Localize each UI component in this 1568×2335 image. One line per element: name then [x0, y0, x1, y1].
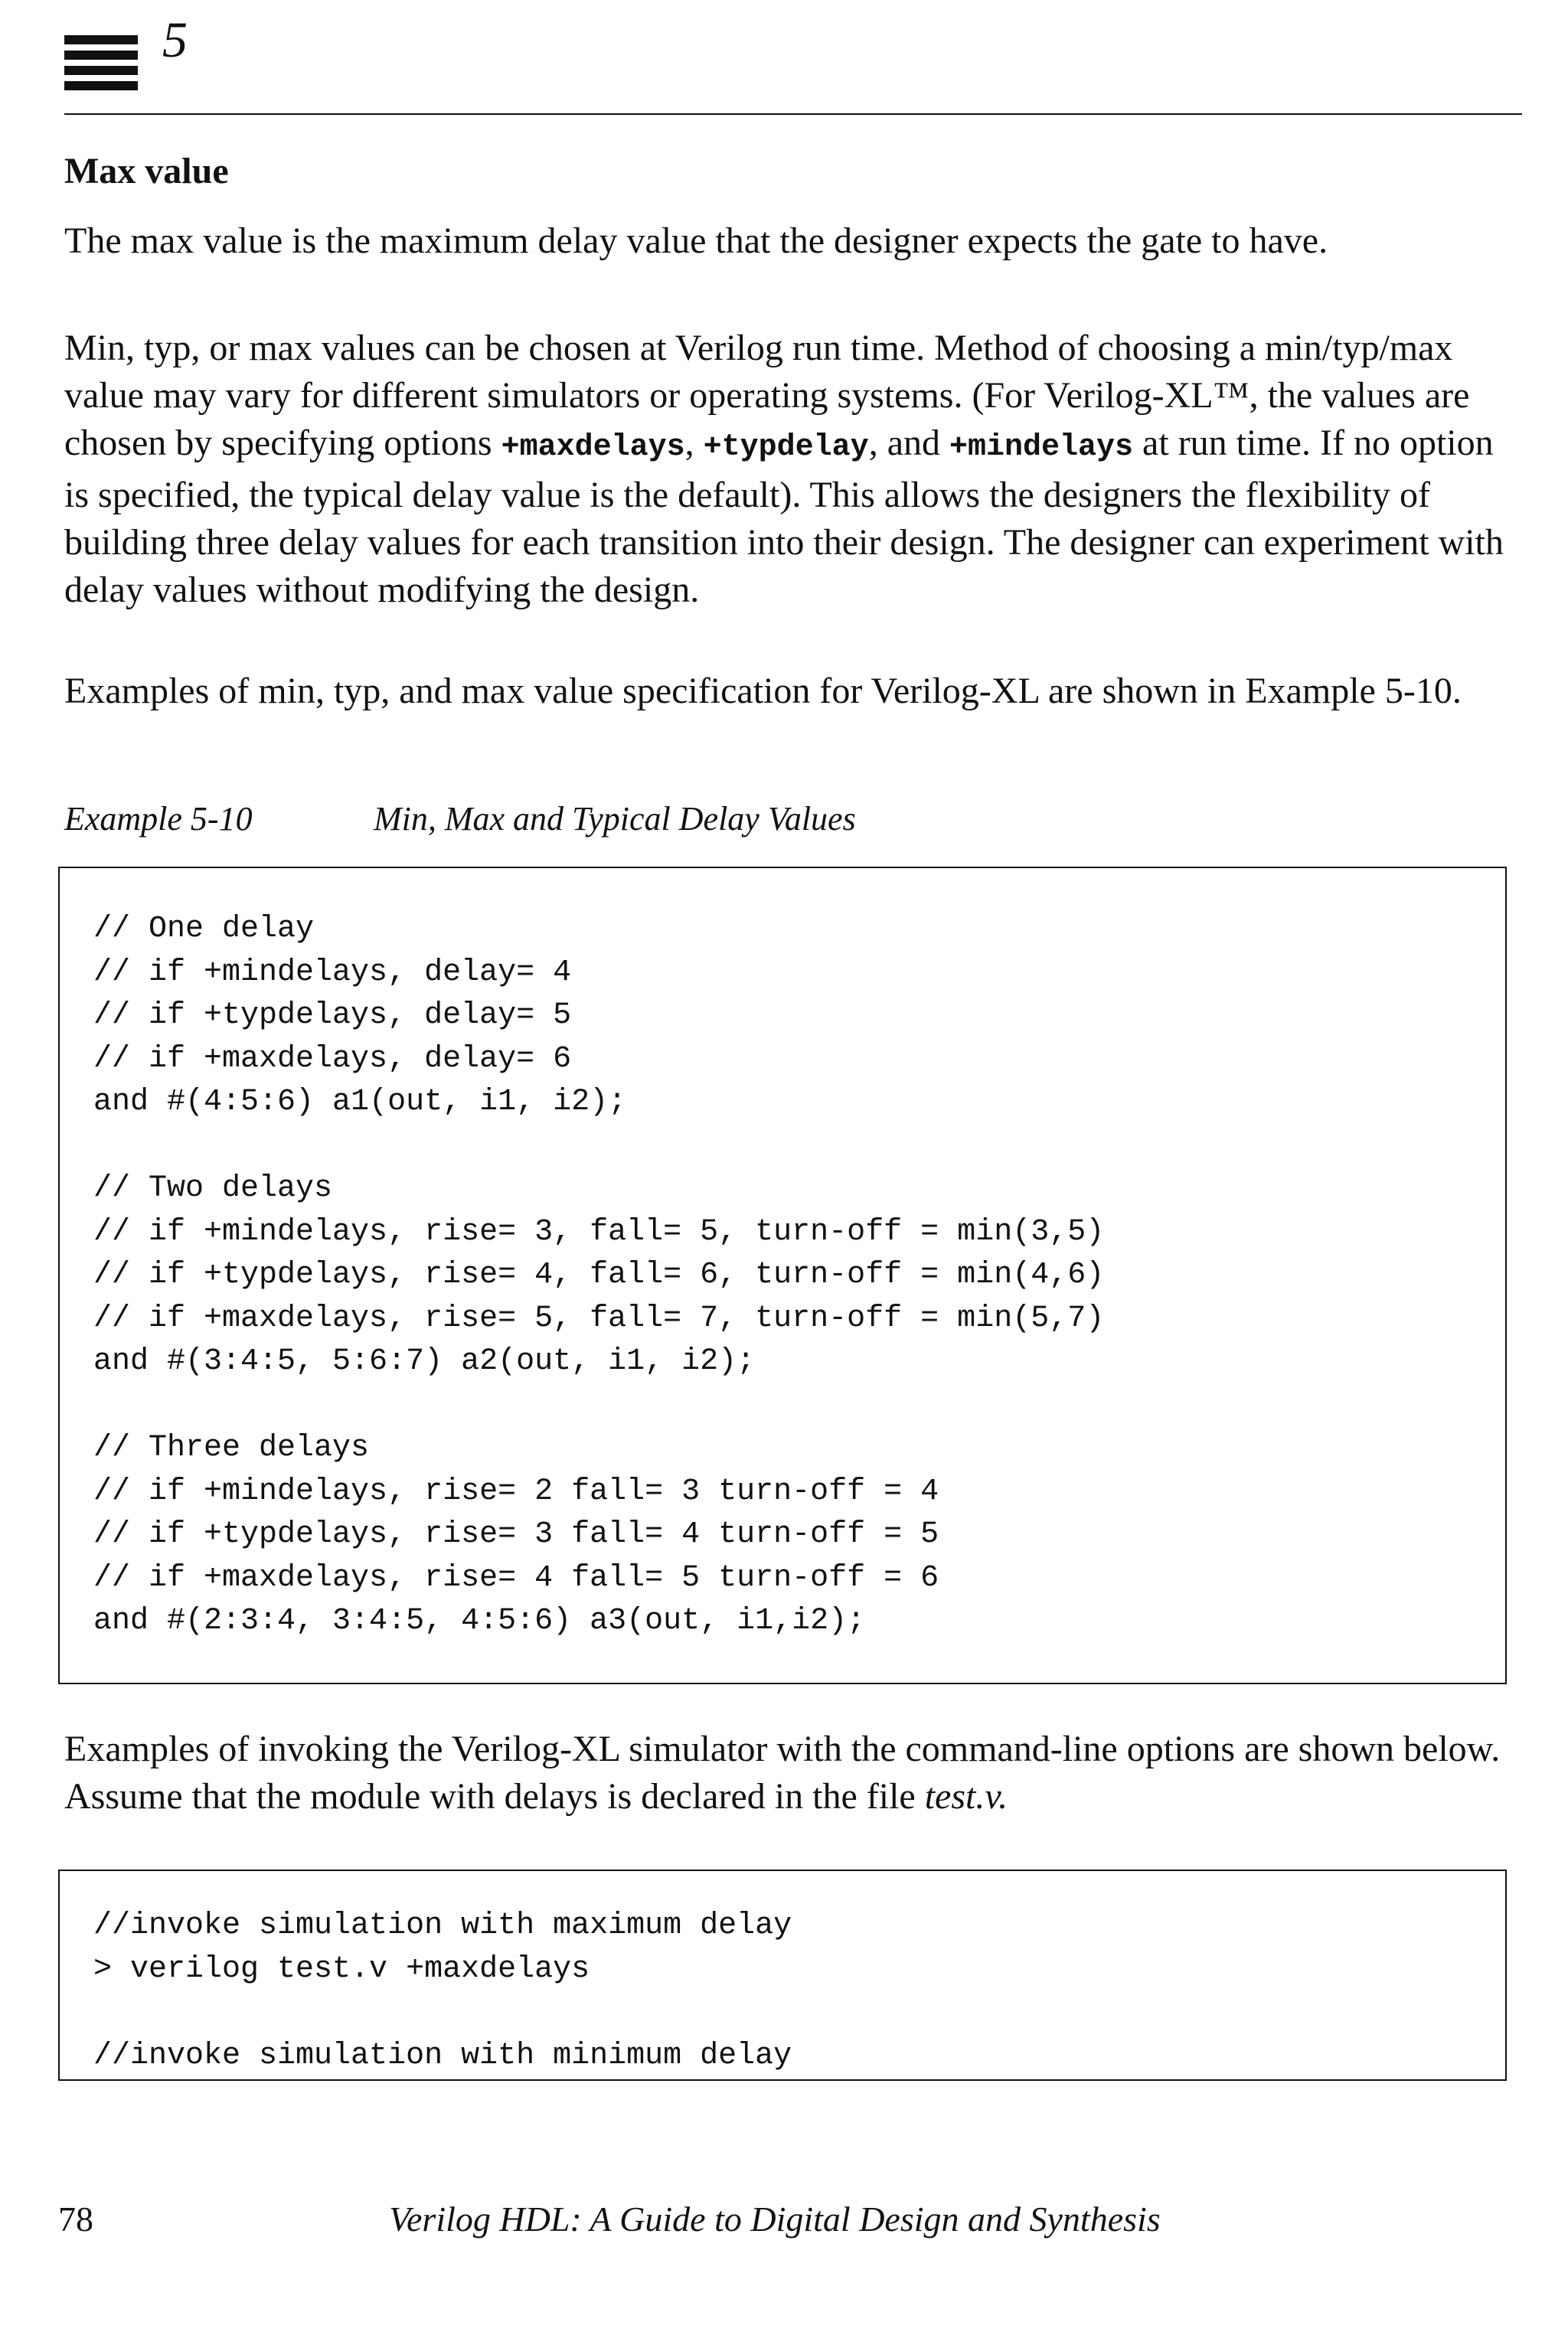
- paragraph-max-definition: The max value is the maximum delay value that the designer expects the gate to have.: [64, 220, 1328, 261]
- chapter-marker-icon: [64, 35, 138, 96]
- option-typdelay: +typdelay: [703, 430, 869, 465]
- paragraph-examples-intro: Examples of min, typ, and max value specification for Verilog-XL are shown in Example 5-10.: [64, 671, 1462, 711]
- example-code: // One delay // if +mindelays, delay= 4 // if +typdelays, delay= 5 // if +maxdelays, delay= 6 and #(4:5:6) a1(out, i1, i2); // Two delays // if +mindelays, rise= 3, fall= 5, turn-off = min(3,5) // if +typdelays, rise= 4, fall= 6, turn-off = min(4,6) // if +maxdelays, rise= 5, fall= 7, turn-off = min(5,7) and #(3:4:5, 5:6:7) a2(out, i1, i2); // Three delays // if +mindelays, rise= 2 fall= 3 turn-off = 4 // if +typdelays, rise= 3 fall= 4 turn-off = 5 // if +maxdelays, rise= 4 fall= 5 turn-off = 6 and #(2:3:4, 3:4:5, 4:5:6) a3(out, i1,i2);: [93, 912, 1105, 1638]
- invoke-code: //invoke simulation with maximum delay > verilog test.v +maxdelays //invoke simulation with minimum delay: [93, 1909, 792, 2073]
- option-maxdelays: +maxdelays: [501, 430, 685, 465]
- paragraph-invocation-intro: Examples of invoking the Verilog-XL simulator with the command-line options are shown below. Assume that the module with delays is declared in the file test.v.: [64, 1729, 1501, 1817]
- example-label: Example 5-10: [64, 800, 253, 838]
- page-number: 78: [58, 2199, 93, 2239]
- header-rule: [64, 113, 1522, 115]
- invoke-code-box: [58, 1870, 1507, 2081]
- filename-test-v: test.v.: [924, 1776, 1008, 1817]
- paragraph-run-time-options: Min, typ, or max values can be chosen at Verilog run time. Method of choosing a min/typ/max value may vary for different simulators or operating systems. (For Verilog-XL™, the values are chosen by specifying options +maxdelays, +typdelay, and +mindelays at run time. If no option is specified, the typical delay value is the default). This allows the designers the flexibility of building three delay values for each transition into their design. The designer can experiment with delay values without modifying the design.: [64, 328, 1504, 610]
- example-code-box: [58, 867, 1507, 1684]
- section-heading: Max value: [64, 151, 229, 191]
- example-title: Min, Max and Typical Delay Values: [374, 800, 856, 838]
- chapter-number: 5: [162, 12, 188, 68]
- option-mindelays: +mindelays: [949, 430, 1134, 465]
- running-footer-title: Verilog HDL: A Guide to Digital Design and Synthesis: [389, 2199, 1161, 2239]
